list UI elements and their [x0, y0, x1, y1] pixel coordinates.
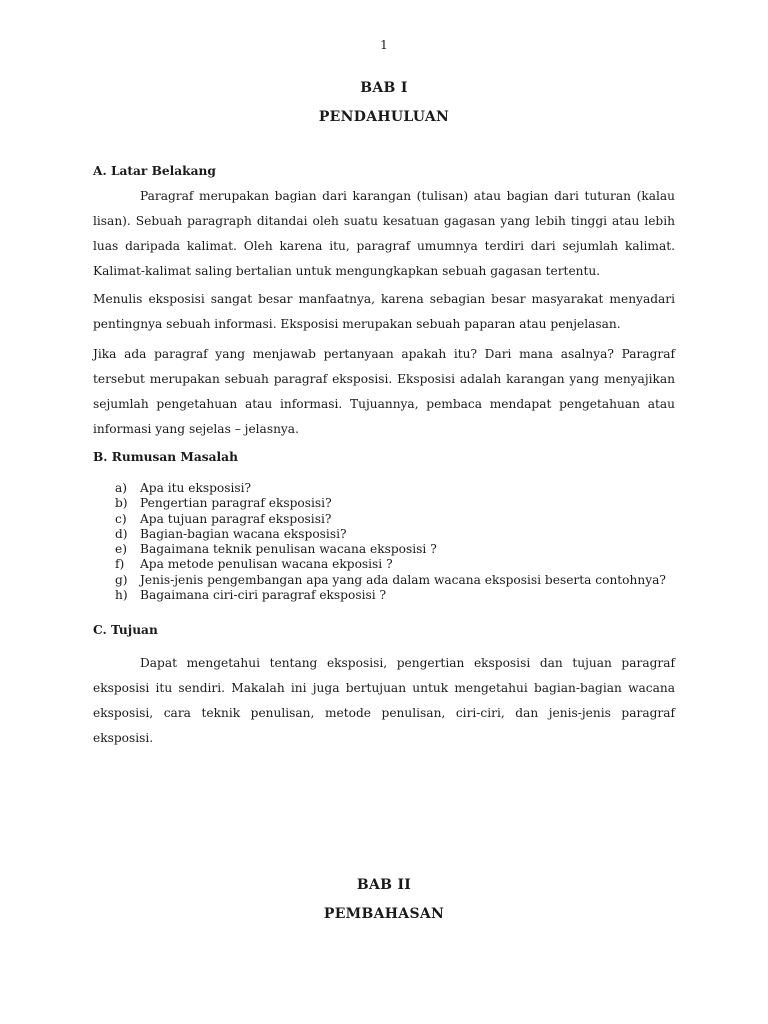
list-item-text: Bagaimana ciri-ciri paragraf eksposisi ? — [140, 588, 387, 603]
list-item — [115, 481, 666, 496]
background-paragraph-2: Menulis eksposisi sangat besar manfaatnya, karena sebagian besar masyarakat menyadari pentingnya sebuah informasi. Eksposisi merupakan sebuah paparan atau penjelasan. — [93, 292, 675, 331]
background-paragraph-1: Paragraf merupakan bagian dari karangan (tulisan) atau bagian dari tuturan (kalau lisan). Sebuah paragraph ditandai oleh suatu kesatuan gagasan yang lebih tinggi atau lebih luas daripada kalimat. Oleh karena itu, paragraf umumnya terdiri dari sejumlah kalimat. Kalimat-kalimat saling bertalian untuk mengungkapkan sebuah gagasan tertentu. — [93, 189, 675, 278]
chapter-2-title: PEMBAHASAN — [323, 906, 445, 922]
list-marker: c) — [115, 511, 127, 526]
list-marker: g) — [115, 572, 128, 587]
section-a-heading: A. Latar Belakang — [93, 164, 216, 178]
list-item — [115, 557, 666, 572]
list-item-text: Apa tujuan paragraf eksposisi? — [140, 511, 332, 526]
list-item — [115, 542, 666, 557]
list-marker: h) — [115, 588, 128, 603]
list-item — [115, 527, 666, 542]
chapter-2-label: BAB II — [356, 877, 412, 893]
list-marker: b) — [115, 496, 128, 511]
list-marker: d) — [115, 526, 128, 541]
list-marker: e) — [115, 542, 127, 557]
page-number: 1 — [380, 38, 388, 52]
background-paragraph-3: Jika ada paragraf yang menjawab pertanyaan apakah itu? Dari mana asalnya? Paragraf tersebut merupakan sebuah paragraf eksposisi. Eksposisi adalah karangan yang menyajikan sejumlah pengetahuan atau informasi. Tujuannya, pembaca mendapat pengetahuan atau informasi yang sejelas – jelasnya. — [93, 347, 675, 436]
list-item — [115, 496, 666, 511]
objective-paragraph: Dapat mengetahui tentang eksposisi, pengertian eksposisi dan tujuan paragraf eksposisi itu sendiri. Makalah ini juga bertujuan untuk mengetahui bagian-bagian wacana eksposisi, cara teknik penulisan, metode penulisan, ciri-ciri, dan jenis-jenis paragraf eksposisi. — [93, 656, 675, 745]
list-item-text: Apa metode penulisan wacana ekposisi ? — [140, 557, 393, 572]
list-item-text: Pengertian paragraf eksposisi? — [140, 496, 332, 511]
section-b-heading: B. Rumusan Masalah — [93, 450, 238, 464]
problem-formulation-list — [115, 481, 666, 603]
chapter-1-label: BAB I — [360, 80, 408, 96]
list-item — [115, 512, 666, 527]
list-item-text: Bagaimana teknik penulisan wacana eksposisi ? — [140, 542, 437, 557]
list-item — [115, 588, 666, 603]
list-item-text: Apa itu eksposisi? — [140, 481, 252, 495]
list-marker: a) — [115, 481, 128, 495]
list-item-text: Jenis-jenis pengembangan apa yang ada dalam wacana eksposisi beserta contohnya? — [140, 572, 666, 587]
section-c-heading: C. Tujuan — [93, 623, 158, 637]
chapter-1-title: PENDAHULUAN — [318, 109, 450, 125]
list-item-text: Bagian-bagian wacana eksposisi? — [140, 526, 347, 541]
list-marker: f) — [115, 557, 125, 572]
list-item — [115, 573, 666, 588]
